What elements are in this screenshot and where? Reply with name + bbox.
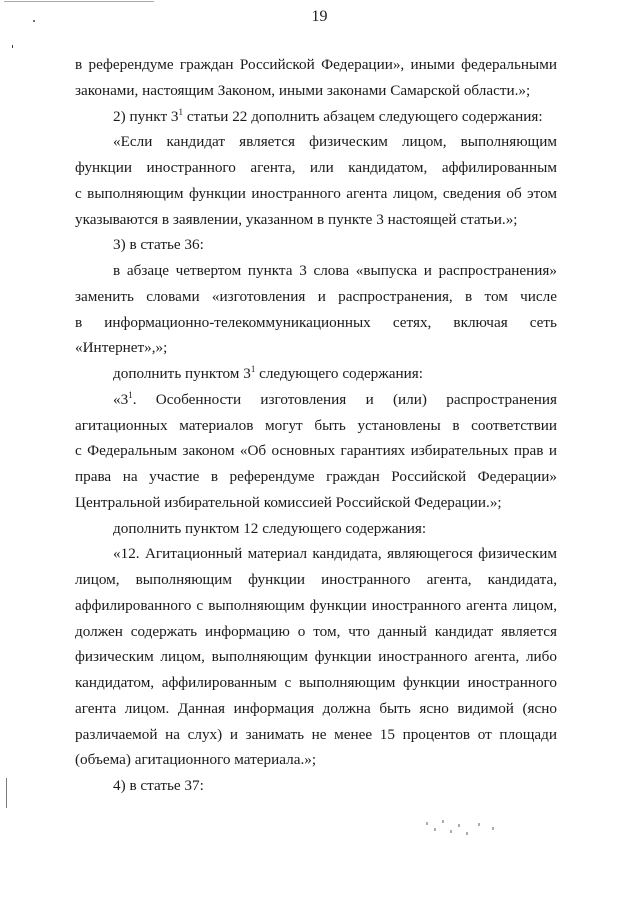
text-line: дополнить пунктом 12 следующего содержания: [113, 519, 427, 537]
text-line: аффилированного с выполняющим функции иностранного агента лицом, [75, 596, 557, 614]
scan-artifact-dot [12, 45, 13, 48]
text-line: законами, настоящим Законом, иными законами Самарской области.»; [75, 81, 531, 99]
text-line: 4) в статье 37: [113, 777, 204, 794]
text-line: агитационных материалов могут быть установлены в соответствии [75, 416, 557, 434]
text-line: в абзаце четвертом пункта 3 слова «выпуска и распространения» [113, 262, 557, 279]
text-line: 3) в статье 36: [113, 236, 204, 254]
text-line: с выполняющим функции иностранного агента лицом, сведения об этом [75, 184, 557, 202]
text-line: дополнить пунктом $3^1$ следующего содержания: [113, 364, 423, 382]
text-line: лицом, выполняющим функции иностранного агента, кандидата, [75, 571, 557, 588]
text-line: «Если кандидат является физическим лицом, выполняющим [113, 133, 557, 151]
faint-stamp-mark [420, 818, 500, 844]
text-line: должен содержать информацию о том, что данный кандидат является [75, 622, 557, 640]
page-number: 19 [311, 8, 328, 25]
text-line: 2) пункт $3^1$ статьи 22 дополнить абзацем следующего содержания: [113, 106, 543, 125]
text-line: «12. Агитационный материал кандидата, являющегося физическим [113, 545, 557, 563]
scan-artifact-margin-line [6, 778, 7, 808]
text-line: Центральной избирательной комиссией Российской Федерации.»; [75, 493, 502, 511]
document-body [75, 52, 557, 799]
text-line: в референдуме граждан Российской Федерации», иными федеральными [75, 56, 557, 73]
superscript: 1 [128, 389, 133, 400]
text-line: физическим лицом, выполняющим функции иностранного агента, либо [75, 648, 557, 666]
text-line: различаемой на слух) и занимать не менее 15 процентов от площади [75, 725, 557, 743]
text-line: с Федеральным законом «Об основных гарантиях избирательных прав и [75, 442, 557, 460]
text-line: права на участие в референдуме граждан Российской Федерации» [75, 468, 557, 485]
text-line: функции иностранного агента, или кандидатом, аффилированным [75, 159, 557, 176]
text-line: в информационно-телекоммуникационных сетях, включая сеть [75, 313, 557, 331]
superscript: 1 [250, 364, 256, 374]
text-line: «$3^1$. Особенности изготовления и (или) распространения [113, 389, 557, 408]
text-line: агента лицом. Данная информация должна быть ясно видимой (ясно [75, 699, 557, 717]
text-line: «Интернет»,»; [75, 339, 168, 357]
text-line: кандидатом, аффилированным с выполняющим функции иностранного [75, 674, 557, 691]
scan-artifact-line [4, 1, 154, 2]
superscript: 1 [178, 106, 184, 117]
text-line: заменить словами «изготовления и распространения, в том числе [75, 287, 557, 305]
text-line: (объема) агитационного материала.»; [75, 751, 317, 769]
text-line: указываются в заявлении, указанном в пункте 3 настоящей статьи.»; [75, 210, 518, 228]
